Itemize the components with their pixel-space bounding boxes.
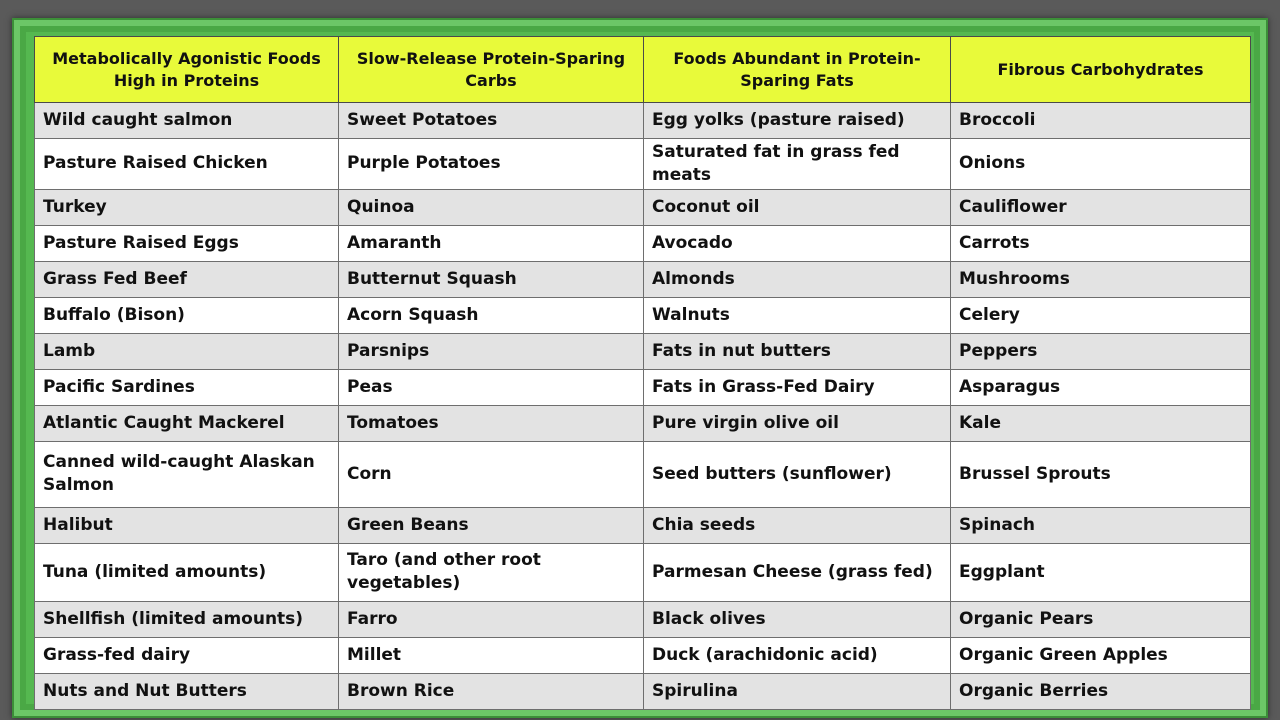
table-cell: Chia seeds: [644, 507, 951, 543]
table-row: [35, 261, 1251, 297]
table-cell: Wild caught salmon: [35, 103, 339, 139]
food-table-container: [34, 36, 1250, 710]
table-cell: Spinach: [951, 507, 1251, 543]
table-cell: Turkey: [35, 189, 339, 225]
green-frame: [12, 18, 1268, 718]
table-cell: Onions: [951, 139, 1251, 190]
table-cell: Purple Potatoes: [339, 139, 644, 190]
table-cell: Grass-fed dairy: [35, 637, 339, 673]
table-cell: Peas: [339, 369, 644, 405]
table-row: [35, 139, 1251, 190]
table-row: [35, 297, 1251, 333]
table-cell: Cauliflower: [951, 189, 1251, 225]
table-cell: Canned wild-caught Alaskan Salmon: [35, 441, 339, 507]
table-cell: Corn: [339, 441, 644, 507]
table-row: [35, 637, 1251, 673]
table-cell: Broccoli: [951, 103, 1251, 139]
table-cell: Millet: [339, 637, 644, 673]
table-cell: Grass Fed Beef: [35, 261, 339, 297]
table-cell: Buffalo (Bison): [35, 297, 339, 333]
column-header-carbs: Slow-Release Protein-Sparing Carbs: [339, 37, 644, 103]
table-row: [35, 507, 1251, 543]
table-row: [35, 333, 1251, 369]
table-cell: Halibut: [35, 507, 339, 543]
table-row: [35, 225, 1251, 261]
table-cell: Spirulina: [644, 673, 951, 709]
table-cell: Lamb: [35, 333, 339, 369]
table-cell: Tomatoes: [339, 405, 644, 441]
table-cell: Eggplant: [951, 543, 1251, 601]
table-cell: Brussel Sprouts: [951, 441, 1251, 507]
table-cell: Avocado: [644, 225, 951, 261]
table-cell: Pasture Raised Eggs: [35, 225, 339, 261]
table-cell: Mushrooms: [951, 261, 1251, 297]
table-cell: Fats in nut butters: [644, 333, 951, 369]
table-cell: Brown Rice: [339, 673, 644, 709]
table-cell: Organic Pears: [951, 601, 1251, 637]
table-cell: Pacific Sardines: [35, 369, 339, 405]
table-cell: Green Beans: [339, 507, 644, 543]
table-cell: Sweet Potatoes: [339, 103, 644, 139]
table-cell: Asparagus: [951, 369, 1251, 405]
table-row: [35, 673, 1251, 709]
table-row: [35, 543, 1251, 601]
table-row: [35, 189, 1251, 225]
table-cell: Organic Green Apples: [951, 637, 1251, 673]
table-row: [35, 103, 1251, 139]
table-row: [35, 369, 1251, 405]
table-cell: Celery: [951, 297, 1251, 333]
table-header-row: [35, 37, 1251, 103]
table-cell: Parmesan Cheese (grass fed): [644, 543, 951, 601]
table-cell: Egg yolks (pasture raised): [644, 103, 951, 139]
table-cell: Taro (and other root vegetables): [339, 543, 644, 601]
table-cell: Black olives: [644, 601, 951, 637]
table-cell: Pure virgin olive oil: [644, 405, 951, 441]
table-cell: Acorn Squash: [339, 297, 644, 333]
table-row: [35, 405, 1251, 441]
table-row: [35, 441, 1251, 507]
table-cell: Quinoa: [339, 189, 644, 225]
table-cell: Fats in Grass-Fed Dairy: [644, 369, 951, 405]
table-row: [35, 601, 1251, 637]
table-cell: Atlantic Caught Mackerel: [35, 405, 339, 441]
table-cell: Nuts and Nut Butters: [35, 673, 339, 709]
table-cell: Saturated fat in grass fed meats: [644, 139, 951, 190]
table-cell: Carrots: [951, 225, 1251, 261]
table-cell: Walnuts: [644, 297, 951, 333]
table-cell: Pasture Raised Chicken: [35, 139, 339, 190]
column-header-fibrous: Fibrous Carbohydrates: [951, 37, 1251, 103]
table-cell: Shellfish (limited amounts): [35, 601, 339, 637]
table-cell: Parsnips: [339, 333, 644, 369]
table-cell: Tuna (limited amounts): [35, 543, 339, 601]
table-cell: Farro: [339, 601, 644, 637]
column-header-fats: Foods Abundant in Protein-Sparing Fats: [644, 37, 951, 103]
table-cell: Organic Berries: [951, 673, 1251, 709]
table-cell: Duck (arachidonic acid): [644, 637, 951, 673]
table-cell: Amaranth: [339, 225, 644, 261]
table-cell: Almonds: [644, 261, 951, 297]
food-table: [34, 36, 1251, 710]
column-header-proteins: Metabolically Agonistic Foods High in Proteins: [35, 37, 339, 103]
table-cell: Butternut Squash: [339, 261, 644, 297]
table-cell: Coconut oil: [644, 189, 951, 225]
table-cell: Kale: [951, 405, 1251, 441]
table-cell: Peppers: [951, 333, 1251, 369]
table-cell: Seed butters (sunflower): [644, 441, 951, 507]
